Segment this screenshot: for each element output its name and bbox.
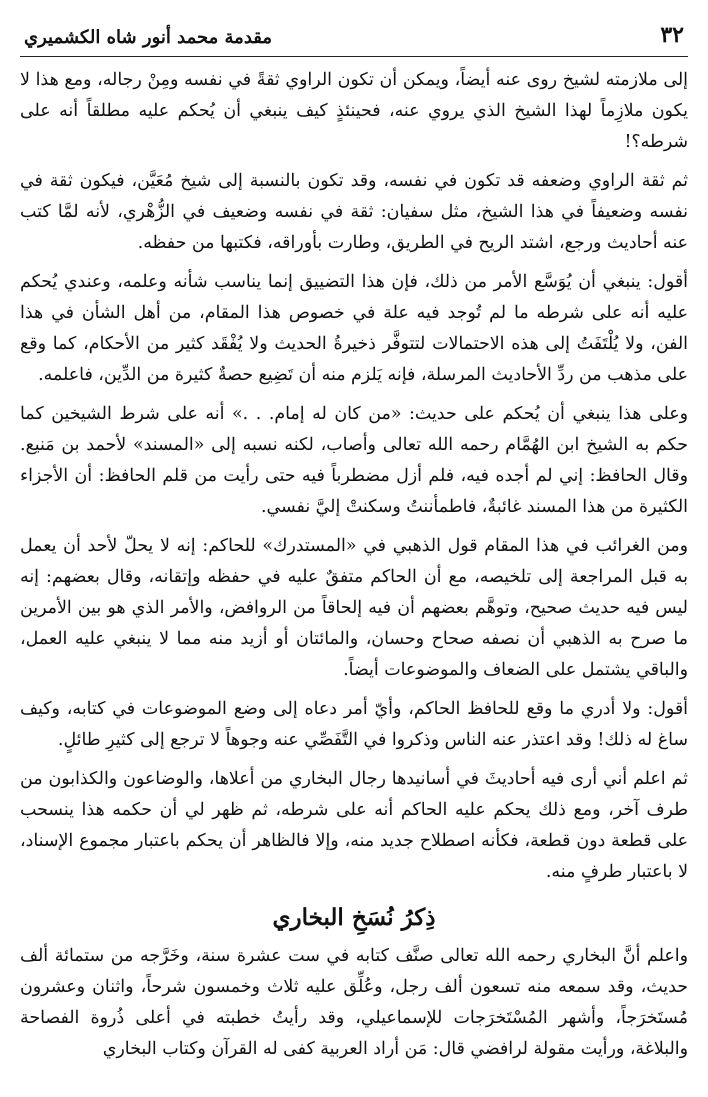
paragraph: ثم اعلم أني أرى فيه أحاديثَ في أسانيدها رجال البخاري من أعلاها، والوضاعون والكذابون من طرف آخر، ومع ذلك يحكم عليه الحاكم أنه على شرطه، ثم ظهر لي أن حكمه هذا ينسحب على قطعة دون قطعة، فكأنه اصطلاح جديد منه، وإلا فالظاهر أن يحكم باعتبار مجموع الإسناد، لا باعتبار طرفٍ منه. [20,769,688,882]
paragraph: ومن الغرائب في هذا المقام قول الذهبي في «المستدرك» للحاكم: إنه لا يحلّ لأحد أن يعمل به قبل المراجعة إلى تلخيصه، مع أن الحاكم متفقٌ عليه في حفظه وإتقانه، وقال بعضهم: إنه ليس فيه حديث صحيح، وتوهَّم بعضهم أن فيه إلحاقاً من الروافض، والأمر الذي هو بين الأمرين ما صرح به الذهبي أن نصفه صحاح وحسان، والمائتان أو أزيد منه مما لا ينبغي عليه العمل، والباقي يشتمل على الضعاف والموضوعات أيضاً. [20,536,688,680]
paragraph: واعلم أنَّ البخاري رحمه الله تعالى صنَّف كتابه في ست عشرة سنة، وخَرَّجه من ستمائة ألف حديث، وقد سمعه منه تسعون ألف رجل، وعُلِّق عليه ثلاث وخمسون شرحاً، واثنان وعشرون مُستَخرَجاً، وأشهر المُسْتَخرَجات للإسماعيلي، وقد رأيتُ خطبته في أعلى ذُروة الفصاحة والبلاغة، ورأيت مقولة لرافضي قال: مَن أراد العربية كفى له القرآن وكتاب البخاري [20,946,688,1059]
paragraph: أقول: ولا أدري ما وقع للحافظ الحاكم، وأيّ أمر دعاه إلى وضع الموضوعات في كتابه، وكيف ساغ له ذلك! وقد اعتذر عنه الناس وذكروا في التَّفَصِّي عنه وجوهاً لا ترجع إلى كثيرِ طائلٍ. [20,699,688,750]
page-body [20,65,688,1065]
paragraph: وعلى هذا ينبغي أن يُحكم على حديث: «من كان له إمام. . .» أنه على شرط الشيخين كما حكم به الشيخ ابن الهُمَّام رحمه الله تعالى وأصاب، لكنه نسبه إلى «المسند» لأحمد بن مَنيع. وقال الحافظ: إني لم أجده فيه، فلم أزل مضطرباً فيه حتى رأيت من قلم الحافظ: أن الأجزاء الكثيرة من هذا المسند غائبةٌ، فاطمأننتُ وسكنتْ إليَّ نفسي. [20,404,688,517]
section-heading: ذِكرُ نُسَخِ البخاري [272,904,436,931]
running-title: مقدمة محمد أنور شاه الكشميري [24,27,273,48]
paragraph: ثم ثقة الراوي وضعفه قد تكون في نفسه، وقد تكون بالنسبة إلى شيخ مُعَيَّن، فيكون ثقة في نفسه وضعيفاً في هذا الشيخ، مثل سفيان: ثقة في نفسه وضعيف في الزُّهْري، لأنه لمَّا كتب عنه أحاديث ورجع، اشتد الريح في الطريق، وطارت بأوراقه، فكتبها من حفظه. [20,171,688,253]
paragraph: إلى ملازمته لشيخ روى عنه أيضاً، ويمكن أن تكون الراوي ثقةً في نفسه ومِنْ رجاله، ومع هذا لا يكون ملازِماً لهذا الشيخ الذي يروي عنه، فحينئذٍ كيف ينبغي أن يُحكم عليه مطلقاً أنه على شرطه؟! [20,70,688,152]
page-header [20,22,688,57]
page-number: ٣٢ [660,22,684,48]
paragraph: أقول: ينبغي أن يُوَسَّع الأمر من ذلك، فإن هذا التضييق إنما يناسب شأنه وعلمه، وعندي يُحكم عليه أنه على شرطه ما لم تُوجد فيه علة في خصوص هذا المقام، من أهل الشأن في هذا الفن، ولا يُلْتَفَتُ إلى هذه الاحتمالات لتتوفَّر ذخيرةُ الحديث ولا يُفْقَد كثير من الأحكام، كما وقع على مذهب من ردِّ الأحاديث المرسلة، فإنه يَلزم منه أن تَضِيع حصةٌ كثيرة من الدِّين، فاعلمه. [20,272,688,385]
